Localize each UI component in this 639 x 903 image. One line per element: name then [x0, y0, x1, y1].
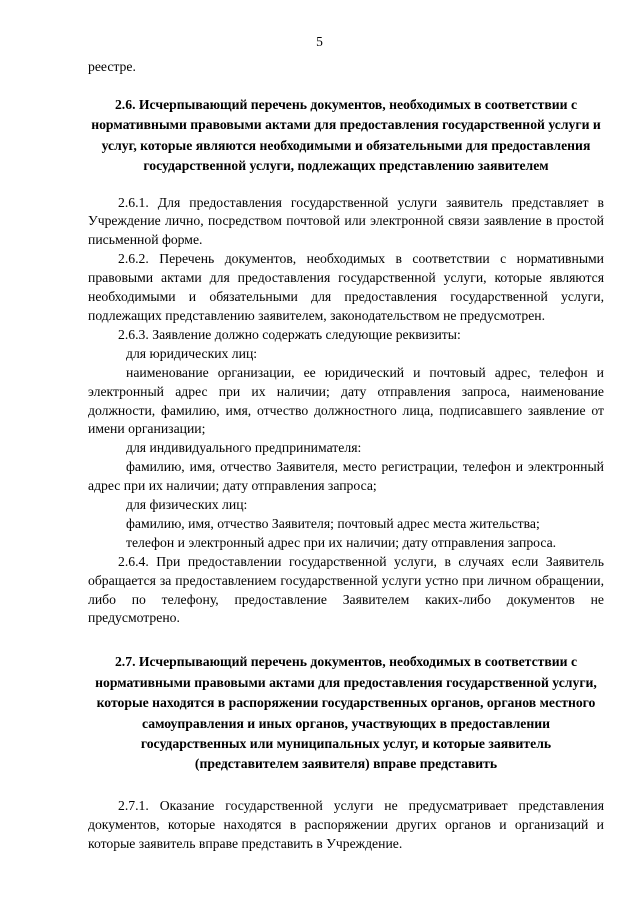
paragraph-2-6-2: 2.6.2. Перечень документов, необходимых в соответствии с нормативными правовыми актами для предоставления государственной услуги, которые являются необходимыми и обязательными для предоставления государственной услуги, подлежащих представлению заявителем, законодательством не предусмотрен.	[88, 251, 604, 323]
paragraph-2-6-4: 2.6.4. При предоставлении государственной услуги, в случаях если Заявитель обращается за предоставлением государственной услуги устно при личном обращении, либо по телефону, предоставление Заявителем каких-либо документов не предусмотрено.	[88, 553, 604, 626]
individuals-text-1: фамилию, имя, отчество Заявителя; почтовый адрес места жительства;	[126, 515, 540, 531]
paragraph-2-7-1: 2.7.1. Оказание государственной услуги не предусматривает представления документов, которые находятся в распоряжении других органов и организаций и которые заявитель вправе представить в Учреждение.	[88, 797, 604, 851]
paragraph-2-6-1: 2.6.1. Для предоставления государственной услуги заявитель представляет в Учреждение лично, посредством почтовой или электронной связи заявление в простой письменной форме.	[88, 194, 604, 248]
section-heading-2-6: 2.6. Исчерпывающий перечень документов, необходимых в соответствии с нормативными правовыми актами для предоставления государственной услуги и услуг, которые являются необходимыми и обязательными для предоставления государственной услуги, подлежащих представлению заявителем	[91, 96, 601, 174]
document-body	[88, 58, 604, 854]
entrepreneur-label: для индивидуального предпринимателя:	[126, 440, 362, 456]
individuals-label: для физических лиц:	[126, 497, 248, 513]
paragraph-2-6-3: 2.6.3. Заявление должно содержать следующие реквизиты:	[118, 326, 461, 342]
legal-entities-text: наименование организации, ее юридический и почтовый адрес, телефон и электронный адрес при их наличии; дату отправления запроса, наименование должности, фамилию, имя, отчество должностного лица, подписавшего заявление от имени организации;	[88, 364, 604, 437]
entrepreneur-text: фамилию, имя, отчество Заявителя, место регистрации, телефон и электронный адрес при их наличии; дату отправления запроса;	[88, 459, 604, 494]
legal-entities-label: для юридических лиц:	[126, 345, 258, 361]
section-heading-2-7: 2.7. Исчерпывающий перечень документов, необходимых в соответствии с нормативными правовыми актами для предоставления государственной услуги, которые находятся в распоряжении государственных органов, органов местного самоуправления и иных органов, участвующих в предоставлении государственных или муниципальных услуг, и которые заявитель (представителем заявителя) вправе представить	[95, 654, 597, 772]
page-number: 5	[316, 34, 323, 49]
individuals-text-2: телефон и электронный адрес при их наличии; дату отправления запроса.	[126, 534, 557, 550]
continued-text: реестре.	[88, 59, 136, 74]
